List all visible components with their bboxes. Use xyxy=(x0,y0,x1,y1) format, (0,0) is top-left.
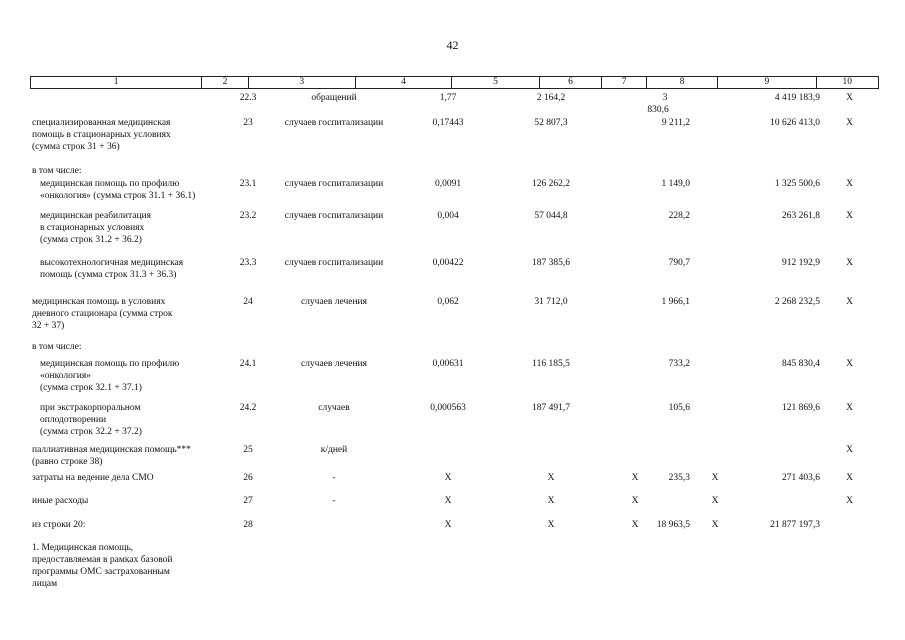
unit: случаев xyxy=(318,403,350,413)
unit: случаев лечения xyxy=(300,359,368,369)
header-col-4: 4 xyxy=(356,77,452,88)
row-label: медицинская помощь по профилю «онкология» (сумма строк 32.1 + 37.1) xyxy=(40,359,180,393)
norm: 0,00422 xyxy=(432,258,464,268)
cost: Х xyxy=(547,496,555,506)
norm: 0,00631 xyxy=(432,359,464,369)
header-col-9: 9 xyxy=(718,77,816,88)
unit: случаев госпитализации xyxy=(284,118,384,128)
total: 121 869,6 xyxy=(782,403,820,413)
header-col-3: 3 xyxy=(249,77,356,88)
col-6: Х xyxy=(631,496,639,506)
header-col-5: 5 xyxy=(452,77,539,88)
per-capita: 733,2 xyxy=(668,359,690,369)
share: Х xyxy=(846,211,853,221)
row-label: высокотехнологичная медицинская помощь (сумма строк 31.3 + 36.3) xyxy=(40,258,184,280)
norm: Х xyxy=(444,496,452,506)
row-number: 24 xyxy=(243,297,253,307)
total: 10 626 413,0 xyxy=(770,118,820,128)
row-number: 22.3 xyxy=(239,93,257,103)
per-capita: 105,6 xyxy=(668,403,690,413)
col-8: Х xyxy=(711,496,719,506)
norm: 0,004 xyxy=(437,211,459,221)
total: 263 261,8 xyxy=(782,211,820,221)
unit: случаев госпитализации xyxy=(284,179,384,189)
unit: - xyxy=(332,496,336,506)
share: Х xyxy=(846,445,853,455)
unit: к/дней xyxy=(320,445,348,455)
norm: 0,0091 xyxy=(434,179,462,189)
share: Х xyxy=(846,258,853,268)
header-col-10: 10 xyxy=(842,77,852,87)
cost: 187 385,6 xyxy=(532,258,570,268)
row-number: 24.2 xyxy=(239,403,257,413)
share: Х xyxy=(846,496,853,506)
header-col-7: 7 xyxy=(602,77,647,88)
total: 4 419 183,9 xyxy=(774,93,820,103)
norm: 0,000563 xyxy=(430,403,466,413)
row-label: медицинская помощь по профилю «онкология» (сумма строк 31.1 + 36.1) xyxy=(40,179,196,201)
row-number: 24.1 xyxy=(239,359,257,369)
row-label: при экстракорпоральном оплодотворении (сумма строк 32.2 + 37.2) xyxy=(40,403,142,437)
col-6: Х xyxy=(631,520,639,530)
section-label: в том числе: xyxy=(32,342,82,352)
row-number: 25 xyxy=(243,445,253,455)
total: 271 403,6 xyxy=(782,473,820,483)
total: 845 830,4 xyxy=(782,359,820,369)
share: Х xyxy=(846,359,853,369)
row-number: 28 xyxy=(243,520,253,530)
per-capita: 1 966,1 xyxy=(661,297,690,307)
header-col-2: 2 xyxy=(202,77,248,88)
cost: Х xyxy=(547,473,555,483)
norm: 0,062 xyxy=(437,297,459,307)
share: Х xyxy=(846,403,853,413)
row-number: 27 xyxy=(243,496,253,506)
per-capita: 9 211,2 xyxy=(661,118,690,128)
per-capita: 1 149,0 xyxy=(661,179,690,189)
per-capita: 228,2 xyxy=(668,211,690,221)
norm: 1,77 xyxy=(439,93,457,103)
norm: Х xyxy=(444,520,452,530)
header-col-6: 6 xyxy=(540,77,603,88)
norm: Х xyxy=(444,473,452,483)
row-label: 1. Медицинская помощь, предоставляемая в рамках базовой программы ОМС застрахованным лицам xyxy=(32,543,173,589)
cost: 52 807,3 xyxy=(534,118,568,128)
per-capita: 790,7 xyxy=(668,258,690,268)
row-label: затраты на ведение дела СМО xyxy=(32,473,154,483)
norm: 0,17443 xyxy=(432,118,464,128)
per-capita: 18 963,5 xyxy=(656,520,690,530)
row-number: 23.1 xyxy=(239,179,257,189)
cost: 187 491,7 xyxy=(532,403,570,413)
row-number: 26 xyxy=(243,473,253,483)
row-label: медицинская помощь в условиях дневного стационара (сумма строк 32 + 37) xyxy=(32,297,173,331)
header-col-1: 1 xyxy=(31,77,202,88)
page-number: 42 xyxy=(446,38,459,52)
per-capita: 235,3 xyxy=(668,473,690,483)
unit: - xyxy=(332,473,336,483)
share: Х xyxy=(846,118,853,128)
table-header xyxy=(30,76,879,89)
section-label: в том числе: xyxy=(32,166,82,176)
total: 912 192,9 xyxy=(782,258,820,268)
col-8: Х xyxy=(711,520,719,530)
unit: случаев госпитализации xyxy=(284,211,384,221)
header-col-8: 8 xyxy=(647,77,718,88)
unit: случаев лечения xyxy=(300,297,368,307)
total: 1 325 500,6 xyxy=(774,179,820,189)
share: Х xyxy=(846,93,853,103)
col-6: Х xyxy=(631,473,639,483)
total: 21 877 197,3 xyxy=(770,520,820,530)
row-label: из строки 20: xyxy=(32,520,86,530)
row-number: 23.2 xyxy=(239,211,257,221)
cost: 57 044,8 xyxy=(534,211,568,221)
row-label: паллиативная медицинская помощь*** (равно строке 38) xyxy=(32,445,191,467)
total: 2 268 232,5 xyxy=(774,297,820,307)
row-number: 23 xyxy=(243,118,253,128)
cost: 31 712,0 xyxy=(534,297,568,307)
share: Х xyxy=(846,297,853,307)
row-label: специализированная медицинская помощь в стационарных условиях (сумма строк 31 + 36) xyxy=(32,118,171,152)
share: Х xyxy=(846,473,853,483)
row-label: иные расходы xyxy=(32,496,89,506)
cost: Х xyxy=(547,520,555,530)
row-label: медицинская реабилитация в стационарных условиях (сумма строк 31.2 + 36.2) xyxy=(40,211,151,245)
col-8: Х xyxy=(711,473,719,483)
unit: случаев госпитализации xyxy=(284,258,384,268)
share: Х xyxy=(846,179,853,189)
per-capita: 3 830,6 xyxy=(647,93,669,115)
cost: 116 185,5 xyxy=(532,359,570,369)
cost: 126 262,2 xyxy=(532,179,570,189)
row-number: 23.3 xyxy=(239,258,257,268)
cost: 2 164,2 xyxy=(536,93,566,103)
unit: обращений xyxy=(311,93,357,103)
